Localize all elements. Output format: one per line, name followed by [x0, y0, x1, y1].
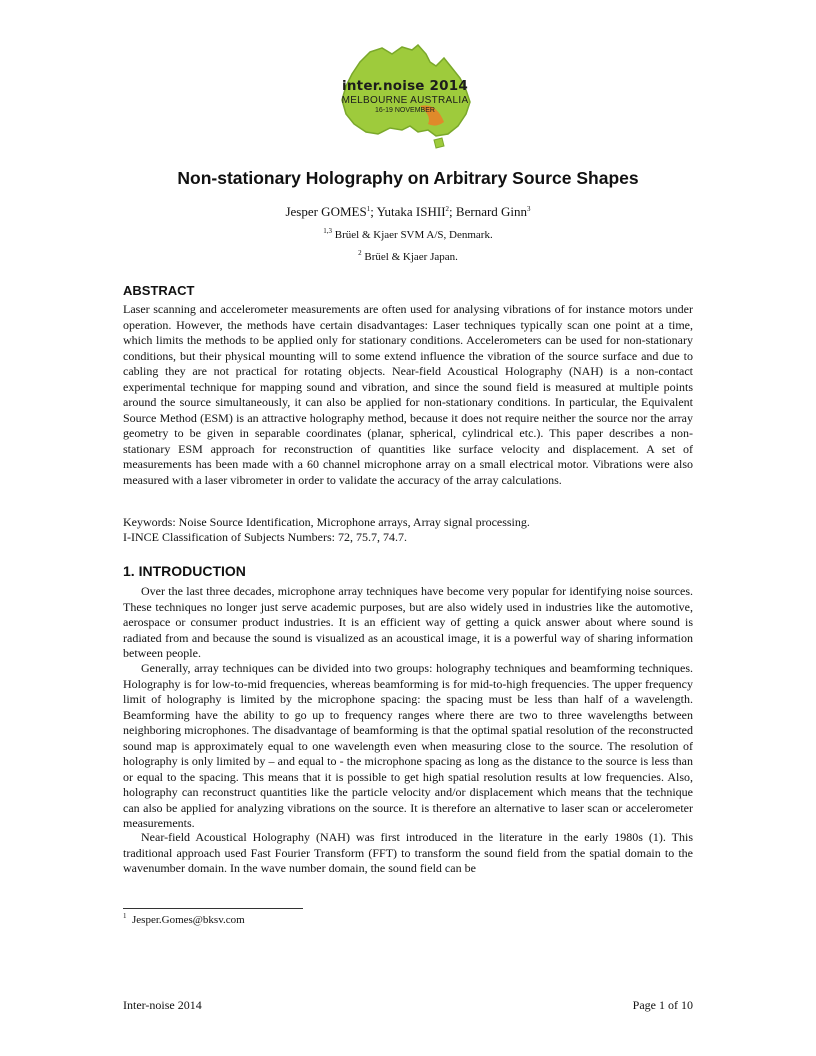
footer-conference: Inter-noise 2014 — [123, 998, 202, 1012]
footer-page-number: Page 1 of 10 — [632, 998, 693, 1012]
affiliation-sup: 1,3 — [323, 227, 333, 235]
logo-title: inter.noise 2014 — [342, 78, 468, 94]
affiliation — [120, 251, 696, 263]
tasmania-shape — [434, 138, 444, 148]
introduction-heading: 1. INTRODUCTION — [123, 563, 246, 579]
intro-paragraph: Over the last three decades, microphone array techniques have become very popular for identifying noise sources. These techniques no longer just serve academic purposes, but are also widely used in industries like the automotive, aerospace or consumer product industries. It is an efficient way of getting a quick answer about where sound is radiated from and because the sound is visualized as an acoustical image, it is a powerful way of sharing information between people. — [123, 584, 693, 660]
footnote — [123, 914, 245, 926]
footnote-number: 1 — [123, 912, 127, 920]
conference-logo — [332, 44, 478, 150]
author-name: Bernard Ginn — [455, 204, 528, 219]
author-sup: 3 — [527, 205, 531, 213]
keywords: Keywords: Noise Source Identification, Microphone arrays, Array signal processing. — [123, 515, 530, 529]
author-list: Jesper GOMES$^1$; Yutaka ISHII$^2$; Bernard Ginn$^3$ — [285, 204, 531, 219]
affiliation — [120, 229, 696, 241]
affiliation-text: Brüel & Kjaer SVM A/S, Denmark. — [334, 229, 493, 241]
logo-subtitle: MELBOURNE AUSTRALIA — [341, 95, 469, 106]
intro-paragraph: Generally, array techniques can be divided into two groups: holography techniques and beamforming techniques. Holography is for low-to-mid frequencies, whereas beamforming is for mid-to-high frequencies. The upper frequency limit of holography is limited by the microphone spacing: the spacing must be less than half of a wavelength. Beamforming have the ability to go up to frequency ranges where there are two to three wavelengths between neighboring microphones. The disadvantage of beamforming is that the optimal spatial resolution of the reconstructed sound map is approximately equal to one wavelength even when measuring close to the source. The resolution of holography is only limited by – and equal to - the microphone spacing as long as the distance to the source is less than or equal to the spacing. This means that it is possible to get high spatial resolution results at low frequencies. Also, holography can reconstruct quantities like the particle velocity and/or displacement which means that the technique can also be applied for analyzing vibrations on the source. It is therefore an alternative to laser scan or accelerometer measurements. — [123, 661, 693, 830]
abstract-heading: ABSTRACT — [123, 283, 195, 298]
intro-paragraph: Near-field Acoustical Holography (NAH) was first introduced in the literature in the early 1980s (1). This traditional approach used Fast Fourier Transform (FFT) to transform the sound field from the spatial domain to the wavenumber domain. In the wave number domain, the sound field can be — [123, 830, 693, 875]
abstract-text: Laser scanning and accelerometer measurements are often used for analysing vibrations of for instance motors under operation. However, the methods have certain disadvantages: Laser techniques typically scan one point at a time, which limits the methods to be applied only for stationary conditions. Accelerometers can be used for non-stationary conditions, but their physical mounting will to some extend influence the vibration of the source surface and due to cabling they are not practical for rotating objects. Near-field Acoustical Holography (NAH) is a non-contact experimental technique for mapping sound and vibration, and since the sound field is measured at multiple points around the source simultaneously, it can also be applied for non-stationary conditions. In particular, the Equivalent Source Method (ESM) is an attractive holography method, because it does not require neither the source nor the array geometry to be given in separable coordinates (planar, spherical, cylindrical etc.). This paper describes a non-stationary ESM approach for reconstruction of quantities like surface velocity and displacement. A set of measurements has been made with a 60 channel microphone array on a small electrical motor. Vibrations were also measured with a laser vibrometer in order to validate the accuracy of the array calculations. — [123, 302, 693, 487]
author-sup: 2 — [445, 205, 450, 213]
author-name: Yutaka ISHII — [376, 204, 446, 219]
logo-dates: 16-19 NOVEMBER — [375, 107, 435, 114]
footnote-rule — [123, 908, 303, 909]
classification: I-INCE Classification of Subjects Numbers: 72, 75.7, 74.7. — [123, 530, 407, 544]
author-name: Jesper GOMES — [285, 204, 367, 219]
author-sup: 1 — [366, 205, 371, 213]
affiliation-sup: 2 — [358, 249, 362, 257]
paper-title: Non-stationary Holography on Arbitrary Source Shapes — [177, 168, 639, 188]
footnote-email: Jesper.Gomes@bksv.com — [132, 914, 245, 926]
affiliation-text: Brüel & Kjaer Japan. — [364, 251, 458, 263]
